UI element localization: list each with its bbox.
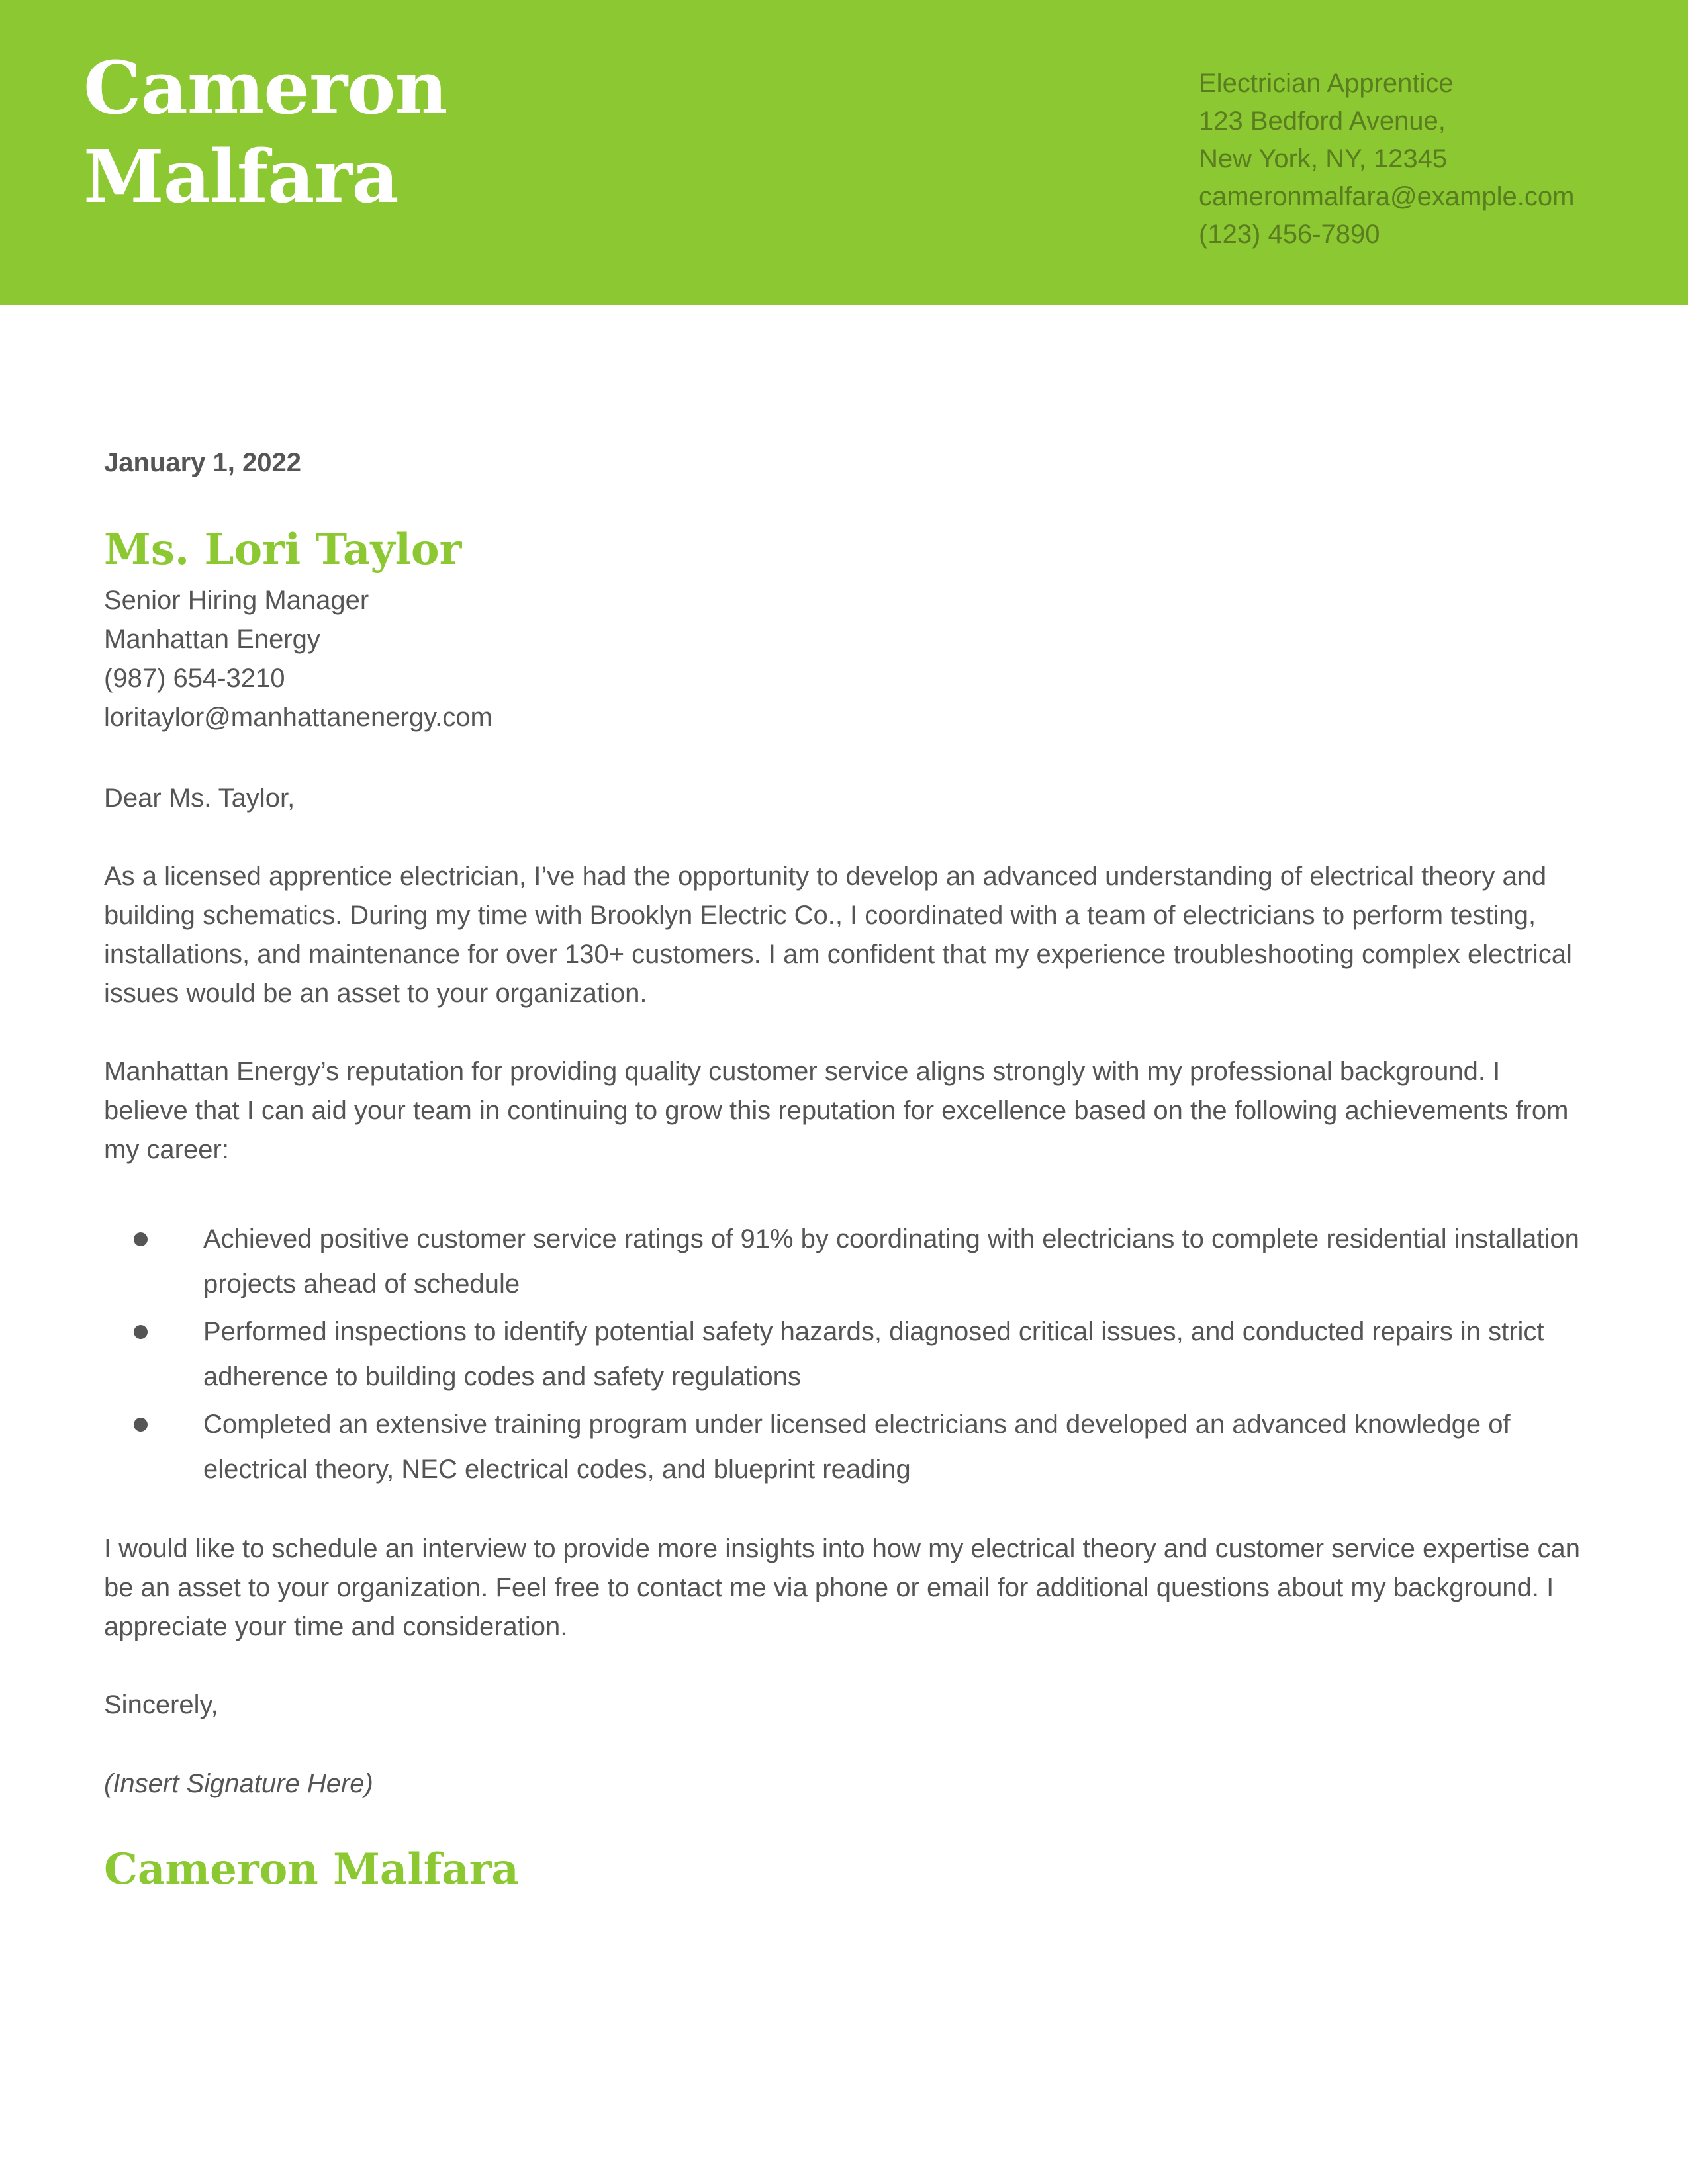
bullet-icon xyxy=(134,1418,148,1432)
contact-block xyxy=(1199,65,1574,253)
recipient-title: Senior Hiring Manager xyxy=(104,586,369,615)
bullet-icon xyxy=(134,1232,148,1246)
recipient-phone[interactable]: (987) 654-3210 xyxy=(104,664,285,693)
bullet-icon xyxy=(134,1325,148,1339)
applicant-last-name: Malfara xyxy=(83,134,399,219)
achievement-text: Completed an extensive training program under licensed electricians and developed an advanced knowledge of electrical theory, NEC electrical codes, and blueprint reading xyxy=(203,1410,1511,1484)
recipient-company: Manhattan Energy xyxy=(104,625,320,654)
achievements-list xyxy=(104,1216,1587,1494)
applicant-phone[interactable]: (123) 456-7890 xyxy=(1199,220,1380,249)
letter-date: January 1, 2022 xyxy=(104,448,301,477)
list-item xyxy=(104,1309,1587,1399)
applicant-first-name: Cameron xyxy=(83,45,447,130)
signature-placeholder: (Insert Signature Here) xyxy=(104,1769,373,1798)
recipient-email[interactable]: loritaylor@manhattanenergy.com xyxy=(104,703,492,732)
salutation: Dear Ms. Taylor, xyxy=(104,784,295,813)
sender-name: Cameron Malfara xyxy=(104,1844,519,1894)
job-title: Electrician Apprentice xyxy=(1199,69,1454,98)
intro-paragraph: As a licensed apprentice electrician, I’ve had the opportunity to develop an advanced understanding of electrical theory and building schematics. During my time with Brooklyn Electric Co., I coordinated with a team of electricians to perform testing, installations, and maintenance for over 130+ customers. I am confident that my experience troubleshooting complex electrical issues would be an asset to your organization. xyxy=(104,862,1572,1008)
address-line-2: New York, NY, 12345 xyxy=(1199,144,1448,173)
applicant-name xyxy=(83,44,447,221)
list-item xyxy=(104,1216,1587,1306)
achievement-text: Achieved positive customer service ratings of 91% by coordinating with electricians to complete residential installation projects ahead of schedule xyxy=(203,1224,1579,1298)
closing-paragraph: I would like to schedule an interview to provide more insights into how my electrical theory and customer service expertise can be an asset to your organization. Feel free to contact me via phone or email for additional questions about my background. I appreciate your time and consideration. xyxy=(104,1534,1580,1641)
closing-salutation: Sincerely, xyxy=(104,1690,218,1719)
header-banner xyxy=(0,0,1688,305)
applicant-email[interactable]: cameronmalfara@example.com xyxy=(1199,182,1575,211)
address-line-1: 123 Bedford Avenue, xyxy=(1199,107,1446,136)
achievement-text: Performed inspections to identify potential safety hazards, diagnosed critical issues, and conducted repairs in strict adherence to building codes and safety regulations xyxy=(203,1317,1544,1391)
recipient-details xyxy=(104,581,492,737)
reputation-paragraph: Manhattan Energy’s reputation for providing quality customer service aligns strongly with my professional background. I believe that I can aid your team in continuing to grow this reputation for excellence based on the following achievements from my career: xyxy=(104,1057,1569,1164)
list-item xyxy=(104,1402,1587,1492)
recipient-name: Ms. Lori Taylor xyxy=(104,525,462,574)
